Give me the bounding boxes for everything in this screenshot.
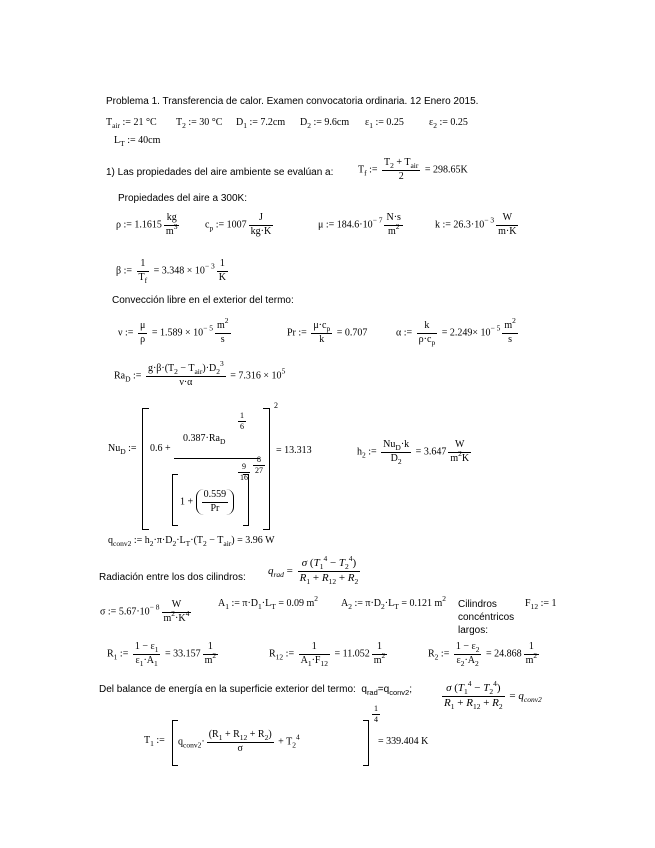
pr-def: Pr := $\frac{\mu\cdot c_p}{k}$ = 0.707 (287, 320, 368, 345)
r12-def: $R_{12}$ := $\frac{1}{A_1\cdot F_{12}}$ = 11.052 $\frac{1}{m^2}$ (269, 641, 386, 668)
given-e1: $\varepsilon_1$ := 0.25 (365, 117, 404, 130)
problem-title: Problema 1. Transferencia de calor. Examen convocatoria ordinaria. 12 Enero 2015. (106, 96, 479, 107)
r1-def: $R_1$ := $\frac{1 - \varepsilon_1}{\varepsilon_1\cdot A_1}$ = 33.157 $\frac{1}{m^2}$ (107, 641, 217, 668)
given-lt: $L_T$ := 40cm (114, 135, 161, 148)
nud-ra-exp: $\frac{1}{6}$ (240, 411, 244, 431)
nud-outer-exp: $\frac{8}{27}$ (255, 455, 263, 475)
balance-label: Del balance de energía en la superficie exterior del termo: $q_{rad}=q_{conv2}$; (99, 684, 412, 697)
cp-def: $c_p$ := 1007 $\frac{J}{kg\cdot K}$ (205, 212, 272, 237)
nud-inner-exp: $\frac{9}{16}$ (240, 462, 248, 482)
nud-numerator: $0.387\cdot Ra_D$ (183, 433, 226, 446)
cylinder-note: Cilindros concéntricos largos: (458, 599, 515, 636)
nud-lhs: $Nu_D$ := (108, 443, 137, 456)
nud-denominator: 1 + $\frac{0.559}{Pr}$ (180, 489, 234, 515)
conv-label: Convección libre en el exterior del termo: (112, 295, 294, 306)
given-e2: $\varepsilon_2$ := 0.25 (429, 117, 468, 130)
t1-right-bracket (363, 720, 369, 766)
a2-def: $A_2$ := $\pi\cdot D_2\cdot L_T = 0.121$ $m^2$ (341, 594, 446, 611)
beta-def: β := $\frac{1}{T_f}$ = $3.348 \times 10^{- 3}$ $\frac{1}{K}$ (116, 258, 226, 285)
rad-label: Radiación entre los dos cilindros: (99, 572, 246, 583)
k-def: k := $26.3\cdot 10^{- 3}$ $\frac{W}{m\cdot K}$ (435, 212, 517, 237)
qconv-def: $q_{conv2}$ := $h_2\cdot\pi\cdot D_2\cdot L_T\cdot(T_2 - T_{air}) = 3.96$ W (108, 535, 275, 548)
nud-inner-left-bracket (172, 474, 178, 526)
given-t2: $T_2$ := 30 °C (176, 117, 223, 130)
h2-def: $h_2$ := $\frac{Nu_D\cdot k}{D_2}$ = 3.647 $\frac{W}{m^2K}$ (357, 439, 470, 466)
qrad-formula: $q_{rad}$ = $\frac{\sigma (T_1^4 - T_2^4)}{R_1 + R_{12} + R_2}$ (268, 554, 359, 586)
rho-def: ρ := 1.1615 $\frac{kg}{m^3}$ (116, 212, 178, 237)
f12-def: $F_{12}$ := 1 (525, 598, 557, 611)
nud-fraction-bar (174, 458, 260, 459)
nud-square: 2 (274, 401, 278, 410)
given-d2: $D_2$ := 9.6cm (300, 117, 350, 130)
balance-formula: $\frac{\sigma (T_1^4 - T_2^4)}{R_1 + R_{12} + R_2}$ = $q_{conv2}$ (444, 679, 542, 711)
tf-equation: $T_f$ := $\frac{T_2 + T_{air}}{2}$ = 298.65K (358, 157, 468, 182)
t1-expression: $q_{conv2}\cdot$ $\frac{(R_1 + R_{12} + R_2)}{\sigma}$ + $T_2^4$ (178, 729, 300, 754)
given-tair: $T_{air}$ := 21 °C (106, 117, 157, 130)
given-d1: $D_1$ := 7.2cm (236, 117, 286, 130)
alpha-def: α := $\frac{k}{\rho\cdot c_p}$ = $2.249\times 10^{- 5}$ $\frac{m^2}{s}$ (396, 316, 516, 347)
t1-lhs: $T_1$ := (144, 735, 165, 748)
a1-def: $A_1$ := $\pi\cdot D_1\cdot L_T = 0.09$ $m^2$ (218, 594, 318, 611)
mu-def: μ := $184.6\cdot 10^{- 7}$ $\frac{N\cdot s}{m^2}$ (318, 212, 401, 237)
t1-exponent: $\frac{1}{4}$ (374, 704, 378, 724)
nu-def: ν := $\frac{\mu}{\rho}$ = $1.589 \times 10^{- 5}$ $\frac{m^2}{s}$ (118, 316, 229, 345)
r2-def: $R_2$ := $\frac{1 - \varepsilon_2}{\varepsilon_2\cdot A_2}$ = 24.868 $\frac{1}{m^2}$ (428, 641, 538, 668)
ra-def: $Ra_D$ := $\frac{g\cdot\beta\cdot(T_2 - T_{air})\cdot D_2^3}{\nu\cdot\alpha}$ = $7.316 \times 10^5$ (114, 359, 286, 388)
sigma-def: σ := $5.67\cdot 10^{- 8}$ $\frac{W}{m^2\cdot K^4}$ (100, 599, 190, 624)
nud-const: 0.6 + (150, 443, 171, 454)
nud-result: = 13.313 (276, 445, 312, 456)
step1-label: 1) Las propiedades del aire ambiente se evalúan a: (106, 167, 334, 178)
t1-result: = 339.404 K (378, 736, 429, 747)
air-props-label: Propiedades del aire a 300K: (118, 193, 247, 204)
nud-left-bracket (142, 408, 149, 530)
